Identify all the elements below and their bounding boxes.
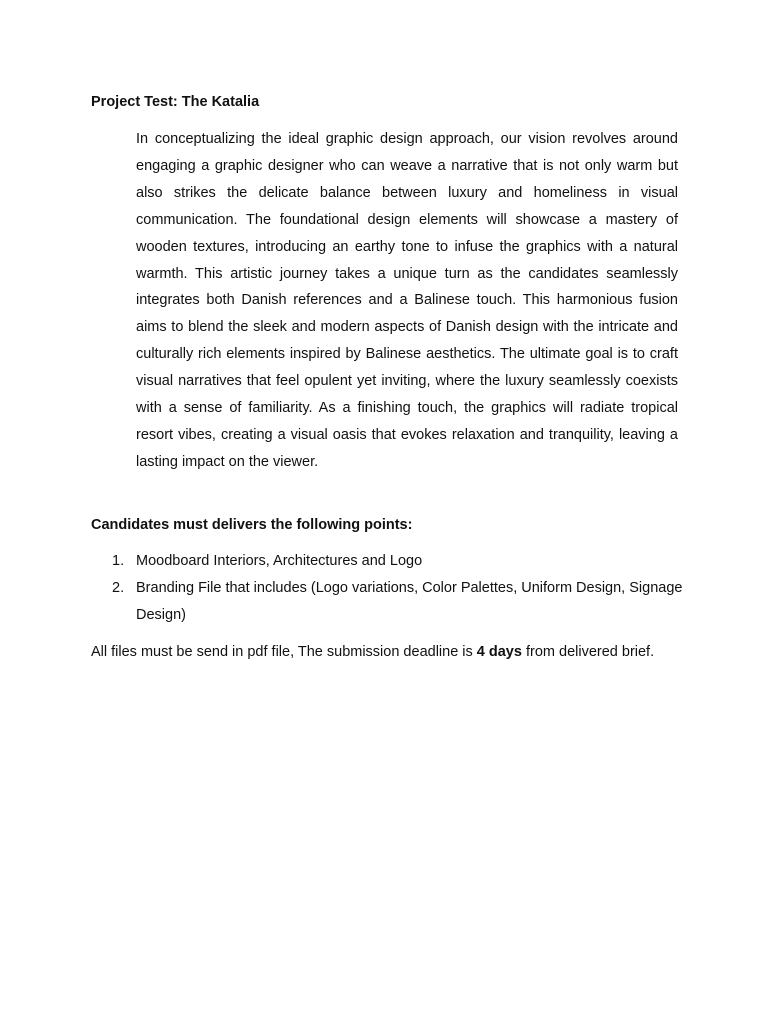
deliverables-heading: Candidates must delivers the following points: — [91, 517, 413, 533]
list-item-number: 1. — [112, 553, 125, 569]
list-item-number: 2. — [112, 580, 125, 596]
list-item-text: Branding File that includes (Logo variations, Color Palettes, Uniform Design, Signage Design) — [136, 580, 683, 623]
closing-note — [91, 642, 654, 662]
list-item-text: Moodboard Interiors, Architectures and Logo — [136, 553, 423, 569]
page-title: Project Test: The Katalia — [91, 94, 260, 110]
deadline-emphasis: 4 days — [476, 644, 522, 660]
closing-text-after: from delivered brief. — [521, 644, 655, 660]
closing-text-before: All files must be send in pdf file, The submission deadline is — [91, 644, 477, 660]
list-item — [91, 548, 691, 575]
intro-paragraph: In conceptualizing the ideal graphic design approach, our vision revolves around engaging a graphic designer who can weave a narrative that is not only warm but also strikes the delicate balance between luxury and homeliness in visual communication. The foundational design elements will showcase a mastery of wooden textures, introducing an earthy tone to infuse the graphics with a natural warmth. This artistic journey takes a unique turn as the candidates seamlessly integrates both Danish references and a Balinese touch. This harmonious fusion aims to blend the sleek and modern aspects of Danish design with the intricate and culturally rich elements inspired by Balinese aesthetics. The ultimate goal is to craft visual narratives that feel opulent yet inviting, where the luxury seamlessly coexists with a sense of familiarity. As a finishing touch, the graphics will radiate tropical resort vibes, creating a visual oasis that evokes relaxation and tranquility, leaving a lasting impact on the viewer. — [136, 131, 678, 470]
deliverables-list — [91, 548, 691, 629]
list-item — [91, 575, 691, 629]
